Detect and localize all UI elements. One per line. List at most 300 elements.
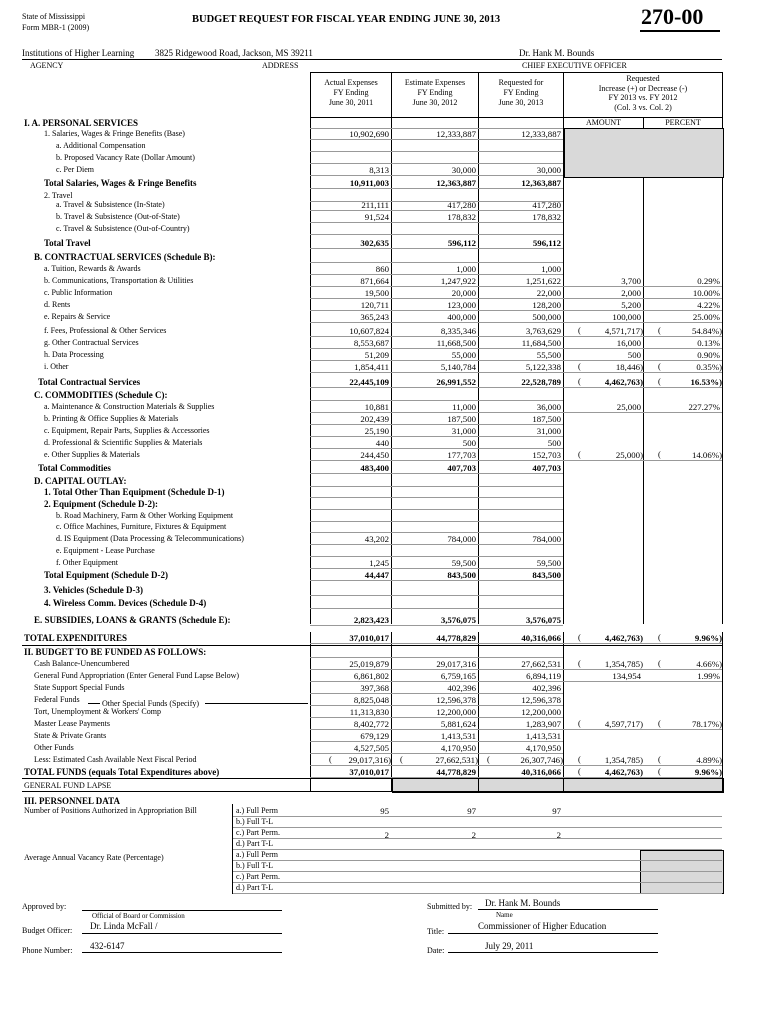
row-rule [310, 372, 722, 373]
value-c2: 3,576,075 [440, 615, 476, 625]
row-rule [310, 705, 563, 706]
row-rule [310, 473, 563, 474]
row-label: State & Private Grants [34, 731, 107, 740]
row-label: f. Other Equipment [56, 558, 118, 567]
row-rule [310, 336, 722, 337]
row-rule [310, 693, 563, 694]
row-label: Total Equipment (Schedule D-2) [44, 570, 168, 580]
personnel-rule [233, 882, 722, 883]
value-c1: 4,527,505 [353, 743, 389, 753]
row-label: 4. Wireless Comm. Devices (Schedule D-4) [44, 598, 207, 608]
value-p: 25.00% [692, 312, 720, 322]
row-label: Total Travel [44, 238, 91, 248]
value-a: 25,000 [616, 402, 641, 412]
row-label: Total Salaries, Wages & Fringe Benefits [44, 178, 197, 188]
row-rule [310, 234, 563, 235]
value-c1: 1,245 [369, 558, 389, 568]
row-rule [310, 175, 563, 176]
value-c1: 44,447 [364, 570, 389, 580]
personnel-sublabel: d.) Part T-L [236, 839, 274, 848]
value-c2: 44,778,829 [436, 767, 476, 777]
value-a: 18,446) [615, 362, 643, 372]
value-c3: 12,333,887 [521, 129, 561, 139]
row-label: Tort, Unemployment & Workers' Comp [34, 707, 161, 716]
ceo-name: Dr. Hank M. Bounds [519, 48, 595, 58]
value-c2: 55,000 [451, 350, 476, 360]
value-p: 0.90% [697, 350, 720, 360]
value-c1: 19,500 [364, 288, 389, 298]
submitter-title: Commissioner of Higher Education [478, 921, 607, 931]
value-c1: 10,607,824 [349, 326, 389, 336]
value-c1: 29,017,316) [348, 755, 391, 765]
personnel-sublabel: b.) Full T-L [236, 861, 274, 870]
row-rule [310, 460, 722, 461]
value-c3: 843,500 [532, 570, 561, 580]
value-c3: 417,280 [532, 200, 561, 210]
value-c2: 12,596,378 [436, 695, 476, 705]
value-c2: 177,703 [447, 450, 476, 460]
value-c2: 31,000 [451, 426, 476, 436]
row-label: TOTAL FUNDS (equals Total Expenditures above) [24, 767, 220, 777]
value-c3: 4,170,950 [525, 743, 561, 753]
personnel-rule [233, 871, 722, 872]
value-a: 4,462,763) [604, 377, 643, 387]
row-label: a. Tuition, Rewards & Awards [44, 264, 141, 273]
value-c2: 123,000 [447, 300, 476, 310]
value-c1: 11,313,830 [349, 707, 389, 717]
paren-open: ( [578, 361, 581, 371]
paren-open: ( [578, 658, 581, 668]
row-label: State Support Special Funds [34, 683, 125, 692]
value-a: 2,000 [621, 288, 641, 298]
value-c1: 43,202 [364, 534, 389, 544]
value-c1: 25,019,879 [349, 659, 389, 669]
row-label: a. Travel & Subsistence (In-State) [56, 200, 165, 209]
value-c1: 1,854,411 [354, 362, 389, 372]
row-label: GENERAL FUND LAPSE [24, 781, 112, 790]
value-c3: 596,112 [532, 238, 561, 248]
value-c1: 6,861,802 [353, 671, 389, 681]
row-rule [310, 556, 563, 557]
value-a: 5,200 [621, 300, 641, 310]
value-p: 1.99% [697, 671, 720, 681]
value-c3: 27,662,531 [521, 659, 561, 669]
row-label: C. COMMODITIES (Schedule C): [34, 390, 168, 400]
personnel-sublabel: d.) Part T-L [236, 883, 274, 892]
value-c3: 22,000 [536, 288, 561, 298]
value-p: 10.00% [692, 288, 720, 298]
paren-open: ( [578, 325, 581, 335]
submit-date: July 29, 2011 [485, 941, 534, 951]
row-rule [310, 777, 722, 778]
value-c1: 202,439 [360, 414, 389, 424]
value-a: 1,354,785) [604, 659, 643, 669]
value-c2: 500 [462, 438, 476, 448]
agency-name: Institutions of Higher Learning [22, 48, 135, 58]
paren-open: ( [658, 718, 661, 728]
row-rule [310, 669, 722, 670]
value-c1: 8,553,687 [353, 338, 389, 348]
paren-open: ( [658, 449, 661, 459]
row-label: d. Professional & Scientific Supplies & Materials [44, 438, 203, 447]
row-label: Other Funds [34, 743, 74, 752]
board-official-label: Official of Board or Commission [92, 912, 185, 920]
personnel-sublabel: a.) Full Perm [236, 850, 278, 859]
approved-by-label: Approved by: [22, 902, 67, 911]
personnel-sublabel: c.) Part Perm. [236, 828, 280, 837]
row-rule [310, 544, 563, 545]
value-p: 4.89%) [696, 755, 722, 765]
value-c3: 12,596,378 [521, 695, 561, 705]
value-p: 4.66%) [696, 659, 722, 669]
row-label: b. Travel & Subsistence (Out-of-State) [56, 212, 180, 221]
personnel-rule [233, 893, 722, 894]
value-c3: 128,200 [532, 300, 561, 310]
value-c1: 10,881 [364, 402, 389, 412]
value-c2: 1,247,922 [440, 276, 476, 286]
paren-open: ( [578, 754, 581, 764]
row-label: c. Travel & Subsistence (Out-of-Country) [56, 224, 190, 233]
value-c3: 5,122,338 [525, 362, 561, 372]
paren-open: ( [658, 325, 661, 335]
row-rule [310, 274, 563, 275]
row-label: I. A. PERSONAL SERVICES [24, 118, 138, 128]
row-rule [310, 436, 563, 437]
value-a: 500 [627, 350, 641, 360]
row-rule [310, 486, 563, 487]
value-c2: 4,170,950 [440, 743, 476, 753]
value-c3: 784,000 [532, 534, 561, 544]
value-c2: 178,832 [447, 212, 476, 222]
value-p: 227.27% [688, 402, 720, 412]
value-c1: 365,243 [360, 312, 389, 322]
value-c1: 2,823,423 [353, 615, 389, 625]
value-p: 9.96%) [694, 767, 722, 777]
address-label: ADDRESS [262, 61, 299, 70]
value-c1: 10,902,690 [349, 129, 389, 139]
row-rule [310, 298, 722, 299]
row-label: 1. Salaries, Wages & Fringe Benefits (Base) [44, 129, 185, 138]
phone-number: 432-6147 [90, 941, 125, 951]
value-c3: 1,413,531 [525, 731, 561, 741]
value-c2: 402,396 [447, 683, 476, 693]
row-label: c. Equipment, Repair Parts, Supplies & Accessories [44, 426, 210, 435]
agency-code: 270-00 [641, 4, 704, 29]
value-c2: 12,363,887 [436, 178, 476, 188]
value-c2: 400,000 [447, 312, 476, 322]
row-rule [310, 681, 722, 682]
value-c2: 5,881,624 [440, 719, 476, 729]
value-c3: 11,684,500 [521, 338, 561, 348]
col-amount-header: AMOUNT [585, 118, 622, 127]
value-c3: 152,703 [532, 450, 561, 460]
date-label: Date: [427, 946, 445, 955]
row-rule [310, 595, 563, 596]
paren-open: ( [578, 766, 581, 776]
value-a: 134,954 [612, 671, 641, 681]
row-rule [310, 310, 722, 311]
phone-label: Phone Number: [22, 946, 73, 955]
row-rule [310, 497, 563, 498]
personnel-rule [233, 860, 722, 861]
row-rule [310, 424, 563, 425]
personnel-rule [233, 816, 722, 817]
personnel-rule [233, 849, 722, 850]
agency-label: AGENCY [30, 61, 64, 70]
paren-open: ( [578, 718, 581, 728]
row-label: b. Proposed Vacancy Rate (Dollar Amount) [56, 153, 195, 162]
budget-officer-name: Dr. Linda McFall / [90, 921, 158, 931]
row-rule [310, 568, 563, 569]
value-c3: 12,363,887 [521, 178, 561, 188]
row-label: a. Maintenance & Construction Materials & Supplies [44, 402, 215, 411]
value-c2: 843,500 [447, 570, 476, 580]
value-p: 9.96%) [694, 633, 722, 643]
row-label: e. Other Supplies & Materials [44, 450, 140, 459]
submitted-by-name: Dr. Hank M. Bounds [485, 898, 561, 908]
row-rule [310, 248, 563, 249]
row-label: General Fund Appropriation (Enter General Fund Lapse Below) [34, 671, 240, 680]
value-c2: 5,140,784 [440, 362, 476, 372]
paren-open: ( [658, 766, 661, 776]
personnel-rule [233, 838, 722, 839]
row-label: E. SUBSIDIES, LOANS & GRANTS (Schedule E): [34, 615, 231, 625]
value-p: 4.22% [697, 300, 720, 310]
value-a: 4,597,717) [604, 719, 643, 729]
row-rule [310, 412, 722, 413]
row-label: III. PERSONNEL DATA [24, 796, 120, 806]
value-c3: 30,000 [536, 165, 561, 175]
value-c1: 397,368 [360, 683, 389, 693]
budget-officer-label: Budget Officer: [22, 926, 73, 935]
value-c1: 120,711 [360, 300, 389, 310]
row-rule [310, 509, 563, 510]
row-label: c. Per Diem [56, 165, 94, 174]
row-label: i. Other [44, 362, 69, 371]
value-c3: 500,000 [532, 312, 561, 322]
value-c1: 22,445,109 [349, 377, 389, 387]
value-c3: 1,251,622 [525, 276, 561, 286]
value-c2: 187,500 [447, 414, 476, 424]
value-c1: 679,129 [360, 731, 389, 741]
value-c1: 302,635 [360, 238, 389, 248]
value-a: 25,000) [615, 450, 643, 460]
value-c2: 97 [467, 806, 476, 816]
value-c2: 596,112 [447, 238, 476, 248]
paren-open: ( [578, 449, 581, 459]
row-rule [310, 163, 563, 164]
value-a: 100,000 [612, 312, 641, 322]
value-p: 14.06%) [691, 450, 722, 460]
value-c2: 784,000 [447, 534, 476, 544]
row-label: Total Contractual Services [38, 377, 141, 387]
value-a: 4,462,763) [604, 767, 643, 777]
row-label: B. CONTRACTUAL SERVICES (Schedule B): [34, 252, 216, 262]
value-c2: 44,778,829 [436, 633, 476, 643]
row-label: Average Annual Vacancy Rate (Percentage) [24, 853, 164, 862]
agency-address: 3825 Ridgewood Road, Jackson, MS 39211 [155, 48, 313, 58]
value-c3: 40,316,066 [521, 767, 561, 777]
row-rule [310, 348, 722, 349]
row-label: g. Other Contractual Services [44, 338, 139, 347]
row-rule [310, 657, 563, 658]
value-c3: 1,000 [541, 264, 561, 274]
value-c1: 871,664 [360, 276, 389, 286]
value-c3: 26,307,746) [520, 755, 563, 765]
value-c1: 37,010,017 [349, 633, 389, 643]
value-c1: 8,313 [369, 165, 389, 175]
value-c1: 860 [375, 264, 389, 274]
value-c3: 31,000 [536, 426, 561, 436]
value-c3: 36,000 [536, 402, 561, 412]
value-c1: 95 [380, 806, 389, 816]
value-c3: 12,200,000 [521, 707, 561, 717]
row-label: e. Equipment - Lease Purchase [56, 546, 155, 555]
value-c2: 1,413,531 [440, 731, 476, 741]
value-c1: 483,400 [360, 463, 389, 473]
paren-open: ( [578, 632, 581, 642]
row-label: b. Road Machinery, Farm & Other Working Equipment [56, 511, 234, 520]
value-c3: 40,316,066 [521, 633, 561, 643]
row-rule [310, 387, 722, 388]
value-c3: 1,283,907 [525, 719, 561, 729]
row-label: d. IS Equipment (Data Processing & Telecommunications) [56, 534, 244, 543]
col-estimate-header: Estimate Expenses FY Ending June 30, 2012 [404, 78, 466, 107]
value-c3: 402,396 [532, 683, 561, 693]
row-rule [310, 753, 563, 754]
paren-open: ( [329, 754, 332, 764]
row-label: Total Commodities [38, 463, 111, 473]
row-label: Number of Positions Authorized in Appropriation Bill [24, 806, 197, 815]
form-title: BUDGET REQUEST FOR FISCAL YEAR ENDING JUNE 30, 2013 [192, 14, 501, 25]
value-a: 1,354,785) [604, 755, 643, 765]
value-c2: 29,017,316 [436, 659, 476, 669]
row-rule [310, 580, 563, 581]
paren-open: ( [487, 754, 490, 764]
value-a: 4,462,763) [604, 633, 643, 643]
value-c2: 20,000 [451, 288, 476, 298]
row-label: a. Additional Compensation [56, 141, 146, 150]
row-label: h. Data Processing [44, 350, 104, 359]
value-c2: 12,200,000 [436, 707, 476, 717]
value-p: 0.29% [697, 276, 720, 286]
row-label: D. CAPITAL OUTLAY: [34, 476, 127, 486]
value-a: 3,700 [621, 276, 641, 286]
name-label: Name [496, 911, 513, 919]
row-rule [310, 448, 563, 449]
paren-open: ( [578, 376, 581, 386]
value-p: 0.35%) [696, 362, 722, 372]
value-c3: 2 [556, 830, 561, 840]
personnel-sublabel: c.) Part Perm. [236, 872, 280, 881]
value-c1: 51,209 [364, 350, 389, 360]
row-rule [310, 286, 722, 287]
row-rule [310, 729, 722, 730]
row-label: b. Communications, Transportation & Utilities [44, 276, 194, 285]
value-c3: 6,894,119 [526, 671, 561, 681]
title-label: Title: [427, 927, 445, 936]
row-rule [310, 625, 563, 626]
other-special-funds-label: Other Special Funds (Specify) [102, 699, 200, 708]
row-rule [310, 262, 563, 263]
row-label: d. Rents [44, 300, 71, 309]
row-rule [310, 521, 563, 522]
row-rule [310, 139, 563, 140]
paren-open: ( [658, 376, 661, 386]
row-rule [310, 210, 563, 211]
col-requested-header: Requested for FY Ending June 30, 2013 [498, 78, 544, 107]
value-p: 54.84%) [691, 326, 722, 336]
value-c3: 187,500 [532, 414, 561, 424]
paren-open: ( [658, 632, 661, 642]
value-c1: 91,524 [364, 212, 389, 222]
row-label: Cash Balance-Unencumbered [34, 659, 130, 668]
row-label: 2. Equipment (Schedule D-2): [44, 499, 159, 509]
value-c3: 97 [552, 806, 561, 816]
col-percent-header: PERCENT [665, 118, 701, 127]
row-rule [310, 643, 722, 644]
value-c3: 3,763,629 [525, 326, 561, 336]
value-c3: 500 [547, 438, 561, 448]
paren-open: ( [658, 754, 661, 764]
value-c2: 26,991,552 [436, 377, 476, 387]
value-c1: 10,911,003 [349, 178, 389, 188]
col-actual-header: Actual Expenses FY Ending June 30, 2011 [324, 78, 378, 107]
value-c3: 55,500 [536, 350, 561, 360]
value-c1: 8,402,772 [353, 719, 389, 729]
value-p: 16.53%) [690, 377, 722, 387]
row-label: Master Lease Payments [34, 719, 110, 728]
value-c3: 3,576,075 [525, 615, 561, 625]
col-change-header: Requested Increase (+) or Decrease (-) FY 2013 vs. FY 2012 (Col. 3 vs. Col. 2) [598, 74, 688, 112]
value-c1: 440 [375, 438, 389, 448]
submitted-by-label: Submitted by: [427, 902, 473, 911]
value-c1: 37,010,017 [349, 767, 389, 777]
row-label: Less: Estimated Cash Available Next Fiscal Period [34, 755, 197, 764]
row-rule [310, 400, 563, 401]
row-label: b. Printing & Office Supplies & Materials [44, 414, 179, 423]
row-rule [310, 741, 563, 742]
personnel-sublabel: b.) Full T-L [236, 817, 274, 826]
form-number: Form MBR-1 (2009) [22, 23, 90, 32]
personnel-rule [233, 827, 722, 828]
value-c1: 25,190 [364, 426, 389, 436]
value-c2: 30,000 [451, 165, 476, 175]
value-c2: 27,662,531) [435, 755, 478, 765]
row-label: f. Fees, Professional & Other Services [44, 326, 167, 335]
value-c2: 417,280 [447, 200, 476, 210]
row-label: TOTAL EXPENDITURES [24, 633, 127, 643]
value-c2: 6,759,165 [440, 671, 476, 681]
paren-open: ( [658, 361, 661, 371]
value-c2: 11,668,500 [436, 338, 476, 348]
row-rule [310, 151, 563, 152]
value-c3: 22,528,789 [521, 377, 561, 387]
value-c3: 59,500 [536, 558, 561, 568]
value-c1: 211,111 [361, 200, 389, 210]
row-label: Federal Funds [34, 695, 80, 704]
row-rule [310, 608, 563, 609]
personnel-sublabel: a.) Full Perm [236, 806, 278, 815]
value-p: 78.17%) [691, 719, 722, 729]
value-c2: 1,000 [456, 264, 476, 274]
value-c1: 244,450 [360, 450, 389, 460]
row-label: 3. Vehicles (Schedule D-3) [44, 585, 143, 595]
value-c3: 407,703 [532, 463, 561, 473]
value-c2: 8,335,346 [440, 326, 476, 336]
row-label: c. Office Machines, Furniture, Fixtures & Equipment [56, 522, 227, 531]
value-c1: 8,825,048 [353, 695, 389, 705]
